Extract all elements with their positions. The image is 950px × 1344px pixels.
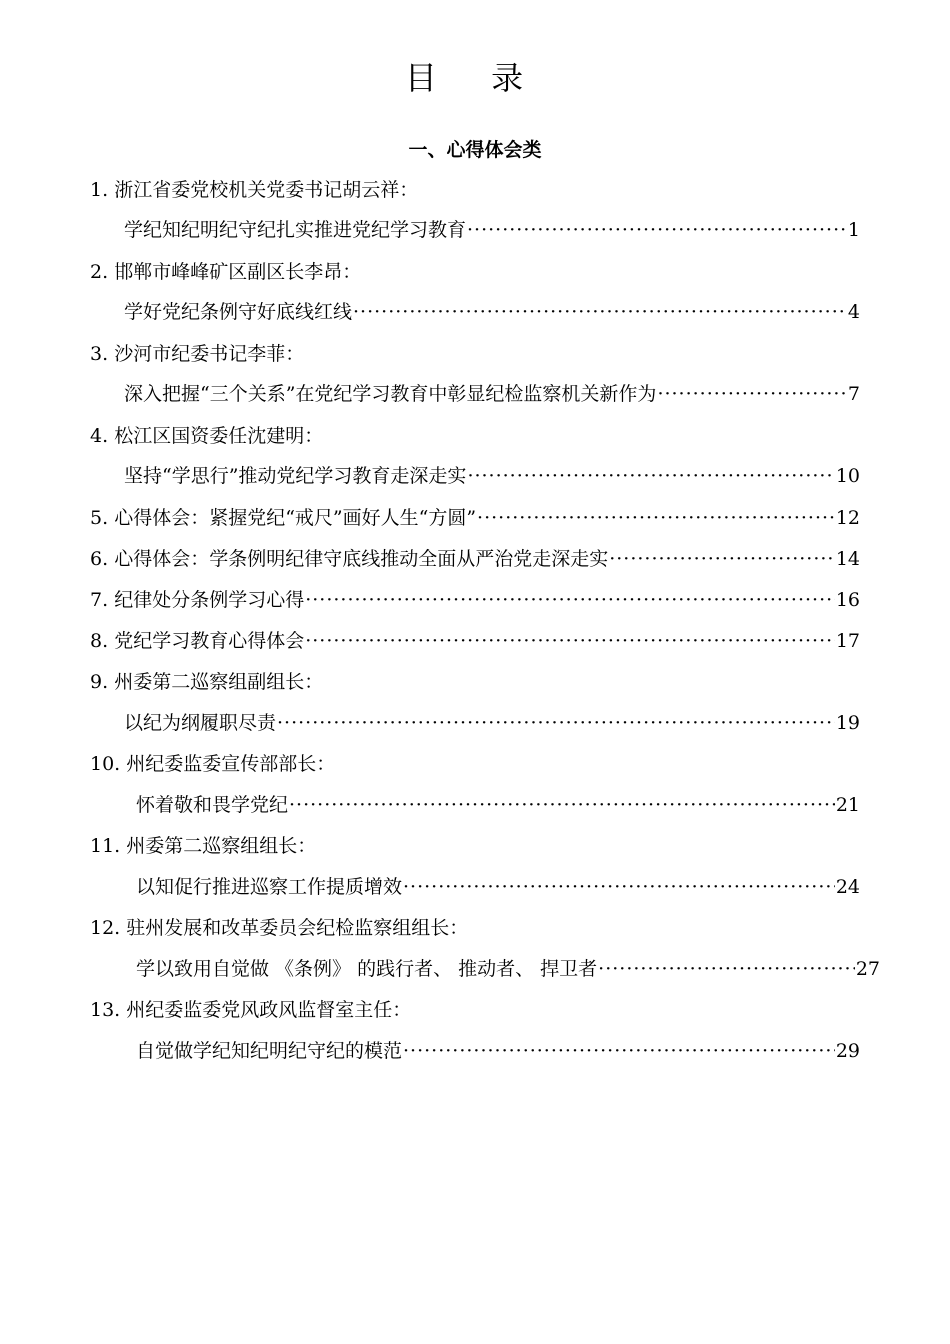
entry-title: 学纪知纪明纪守纪扎实推进党纪学习教育 [124, 219, 467, 241]
entry-number: 3. [90, 343, 109, 365]
entry-number: 11. [90, 835, 121, 857]
entry-title: 学好党纪条例守好底线红线 [124, 301, 353, 323]
entry-heading: 沙河市纪委书记李菲： [114, 343, 305, 365]
entry-page: 21 [835, 794, 860, 816]
entry-title: 心得体会：学条例明纪律守底线推动全面从严治党走深走实 [114, 548, 609, 570]
dot-leader [467, 216, 847, 244]
entry-page: 12 [835, 507, 860, 529]
section-heading: 一、心得体会类 [408, 139, 542, 161]
toc-entry[interactable] [124, 216, 860, 244]
entry-heading: 州委第二巡察组副组长： [114, 671, 324, 693]
dot-leader [609, 545, 835, 573]
dot-leader [467, 462, 834, 490]
toc-entry-heading [90, 340, 304, 368]
toc-entry[interactable] [90, 586, 860, 614]
toc-entry[interactable] [90, 504, 860, 532]
entry-title: 学以致用自觉做 《条例》 的践行者、 推动者、 捍卫者 [136, 958, 598, 980]
toc-entry-heading [90, 750, 335, 778]
toc-entry-heading [90, 668, 323, 696]
entry-heading: 松江区国资委任沈建明： [114, 425, 324, 447]
dot-leader [477, 504, 835, 532]
entry-page: 4 [847, 301, 860, 323]
dot-leader [305, 586, 835, 614]
entry-number: 10. [90, 753, 121, 775]
toc-entry-heading [90, 996, 411, 1024]
toc-entry-heading [90, 422, 323, 450]
entry-title: 自觉做学纪知纪明纪守纪的模范 [136, 1040, 403, 1062]
entry-number: 5. [90, 507, 109, 529]
toc-entry[interactable] [124, 380, 860, 408]
entry-number: 2. [90, 261, 109, 283]
entry-page: 14 [835, 548, 860, 570]
entry-number: 6. [90, 548, 109, 570]
entry-title: 纪律处分条例学习心得 [114, 589, 305, 611]
toc-entry-heading [90, 176, 418, 204]
entry-number: 9. [90, 671, 109, 693]
toc-entry[interactable] [136, 873, 860, 901]
entry-number: 12. [90, 917, 121, 939]
entry-title: 以知促行推进巡察工作提质增效 [136, 876, 403, 898]
entry-page: 19 [835, 712, 860, 734]
entry-heading: 驻州发展和改革委员会纪检监察组组长： [126, 917, 469, 939]
toc-entry[interactable] [124, 298, 860, 326]
entry-number: 7. [90, 589, 109, 611]
entry-title: 深入把握“三个关系”在党纪学习教育中彰显纪检监察机关新作为 [124, 383, 657, 405]
page-title: 目 录 [404, 59, 546, 97]
dot-leader [403, 1037, 835, 1065]
entry-title: 以纪为纲履职尽责 [124, 712, 277, 734]
entry-number: 13. [90, 999, 121, 1021]
entry-title: 心得体会：紧握党纪“戒尺”画好人生“方圆” [114, 507, 477, 529]
dot-leader [305, 627, 835, 655]
entry-heading: 州纪委监委党风政风监督室主任： [126, 999, 412, 1021]
entry-heading: 州委第二巡察组组长： [126, 835, 317, 857]
dot-leader [289, 791, 835, 819]
dot-leader [598, 955, 855, 983]
toc-entry[interactable] [136, 955, 880, 983]
toc-entry[interactable] [136, 791, 860, 819]
toc-entry-heading [90, 914, 468, 942]
toc-entry[interactable] [124, 462, 860, 490]
dot-leader [657, 380, 846, 408]
entry-page: 17 [835, 630, 860, 652]
toc-entry-heading [90, 832, 316, 860]
entry-title: 怀着敬和畏学党纪 [136, 794, 289, 816]
entry-title: 党纪学习教育心得体会 [114, 630, 305, 652]
entry-page: 7 [847, 383, 860, 405]
entry-title: 坚持“学思行”推动党纪学习教育走深走实 [124, 465, 467, 487]
toc-entry[interactable] [90, 545, 860, 573]
entry-number: 1. [90, 179, 109, 201]
entry-number: 8. [90, 630, 109, 652]
entry-page: 16 [835, 589, 860, 611]
entry-page: 24 [835, 876, 860, 898]
toc-entry[interactable] [124, 709, 860, 737]
entry-page: 29 [835, 1040, 860, 1062]
toc-entry[interactable] [136, 1037, 860, 1065]
entry-page: 10 [835, 465, 860, 487]
entry-page: 1 [847, 219, 860, 241]
dot-leader [353, 298, 847, 326]
dot-leader [403, 873, 835, 901]
entry-number: 4. [90, 425, 109, 447]
toc-entry[interactable] [90, 627, 860, 655]
dot-leader [277, 709, 835, 737]
entry-page: 27 [855, 958, 880, 980]
entry-heading: 邯郸市峰峰矿区副区长李昂： [114, 261, 362, 283]
entry-heading: 州纪委监委宣传部部长： [126, 753, 336, 775]
entry-heading: 浙江省委党校机关党委书记胡云祥： [114, 179, 419, 201]
toc-entry-heading [90, 258, 361, 286]
